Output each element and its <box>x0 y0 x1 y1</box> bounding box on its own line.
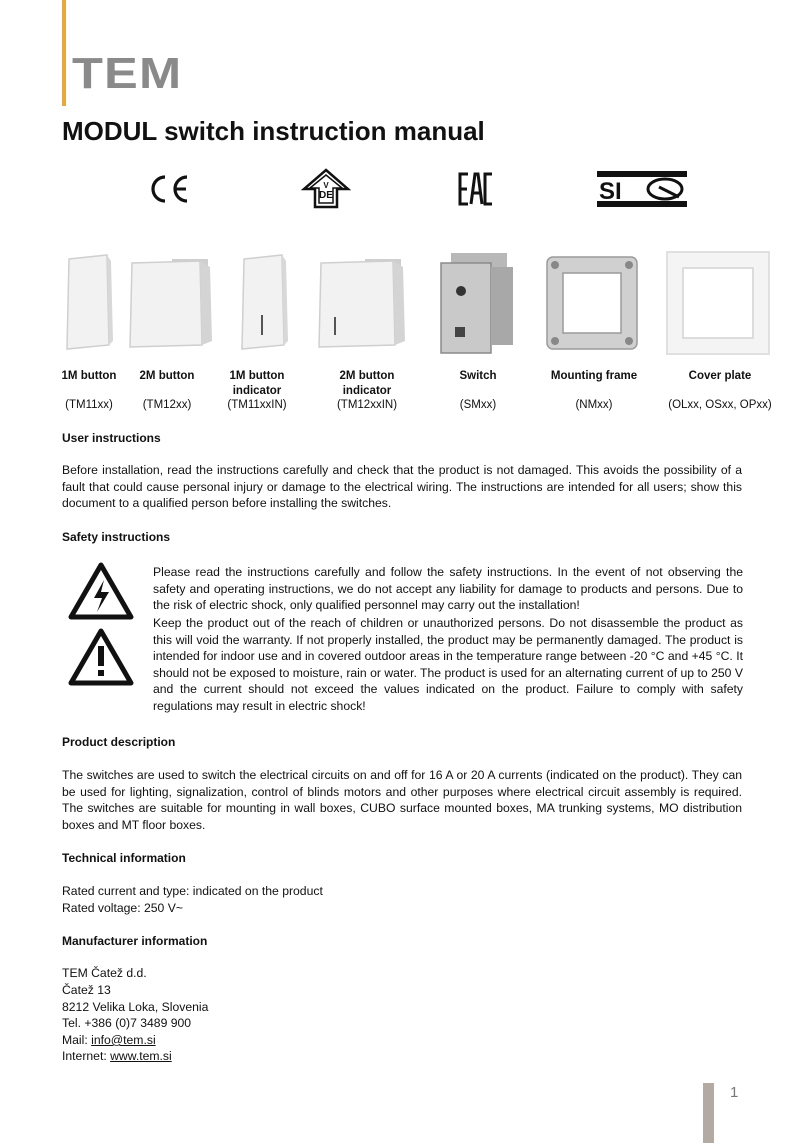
rated-voltage: Rated voltage: 250 V~ <box>62 901 183 915</box>
product-label: 2M button indicator <box>339 370 395 397</box>
product-image-mounting-frame <box>540 248 644 358</box>
product-description-text: The switches are used to switch the electrical circuits on and off for 16 A or 20 A currents (indicated on the product). They can be used for lighting, signalization, control of blinds motors and other purposes where electrical circuit assembly is required. The switches are suitable for mounting in wall boxes, CUBO surface mounted boxes, MA trunking systems, MO distribution boxes and MT floor boxes. <box>62 768 742 832</box>
manufacturer-mail-row <box>62 1032 156 1049</box>
product-code: (TM11xxIN) <box>227 399 287 411</box>
product-code: (TM12xxIN) <box>336 399 398 411</box>
product-label: 2M button <box>139 370 195 382</box>
user-instructions-heading: User instructions <box>62 431 161 445</box>
product-description-heading: Product description <box>62 735 176 749</box>
page-number: 1 <box>730 1084 739 1101</box>
product-code: (TM11xx) <box>65 399 113 411</box>
manufacturer-tel: Tel. +386 (0)7 3489 900 <box>62 1016 192 1030</box>
product-code: (TM12xx) <box>142 399 192 411</box>
mail-label: Mail: <box>62 1033 92 1047</box>
manufacturer-name: TEM Čatež d.d. <box>62 966 147 980</box>
accent-bar <box>62 0 66 106</box>
product-label: 1M button indicator <box>229 370 285 397</box>
manufacturer-street: Čatež 13 <box>62 983 111 997</box>
product-label: 1M button <box>61 370 117 382</box>
manufacturer-heading: Manufacturer information <box>62 934 208 948</box>
electric-hazard-icon <box>68 562 134 625</box>
vde-mark-icon <box>300 166 352 212</box>
warning-icon <box>68 628 134 691</box>
manufacturer-internet-row <box>62 1048 172 1065</box>
product-image-switch <box>436 248 520 358</box>
manufacturer-city: 8212 Velika Loka, Slovenia <box>62 1000 209 1014</box>
product-code: (SMxx) <box>459 399 497 411</box>
product-image-1m-button-indicator <box>232 248 296 358</box>
eac-mark-icon <box>454 166 498 212</box>
tem-logo: TEM <box>72 49 183 98</box>
user-instructions-text: Before installation, read the instructions carefully and check that the product is not damaged. This avoids the possibility of a fault that could cause personal injury or damage to the electrical wiring. The instructions are intended for all users; show this document to a qualified person before installing the switches. <box>62 463 742 511</box>
product-label: Cover plate <box>688 370 752 382</box>
ce-mark-icon <box>140 166 196 212</box>
product-image-2m-button <box>126 248 216 358</box>
rated-current: Rated current and type: indicated on the product <box>62 884 323 898</box>
product-image-2m-button-indicator <box>314 248 410 358</box>
product-image-cover-plate <box>664 248 772 358</box>
technical-information-heading: Technical information <box>62 851 186 865</box>
safety-instructions-heading: Safety instructions <box>62 530 171 544</box>
safety-text-2: Keep the product out of the reach of children or unauthorized persons. Do not disassemble the product as this will void the warranty. If not properly installed, the product may be permanently damaged. The product is intended for indoor use and in covered outdoor areas in the temperature range between -20 °C and +45 °C. It should not be exposed to moisture, rain or water. The product is used for an alternating current of up to 250 V and the current should not exceed the values indicated on the product. Failure to comply with safety regulations may result in electric shock! <box>153 616 743 713</box>
page-title: MODUL switch instruction manual <box>62 116 485 146</box>
svg-text:DE: DE <box>319 190 333 201</box>
internet-label: Internet: <box>62 1049 111 1063</box>
product-code: (NMxx) <box>575 399 613 411</box>
product-label: Switch <box>459 370 497 382</box>
svg-text:SI: SI <box>599 178 622 205</box>
website-link[interactable]: www.tem.si <box>110 1049 172 1063</box>
siq-mark-icon <box>596 166 688 212</box>
product-label: Mounting frame <box>550 370 638 382</box>
svg-text:V: V <box>323 181 329 190</box>
product-code: (OLxx, OSxx, OPxx) <box>668 399 772 411</box>
safety-text-1: Please read the instructions carefully and follow the safety instructions. In the event of not observing the safety and operating instructions, we do not accept any liability for damage to products and persons. Due to the risk of electric shock, only qualified personnel may carry out the installation! <box>153 565 743 613</box>
page-footer-bar <box>703 1083 714 1143</box>
product-image-1m-button <box>58 248 118 358</box>
mail-link[interactable]: info@tem.si <box>91 1033 156 1047</box>
